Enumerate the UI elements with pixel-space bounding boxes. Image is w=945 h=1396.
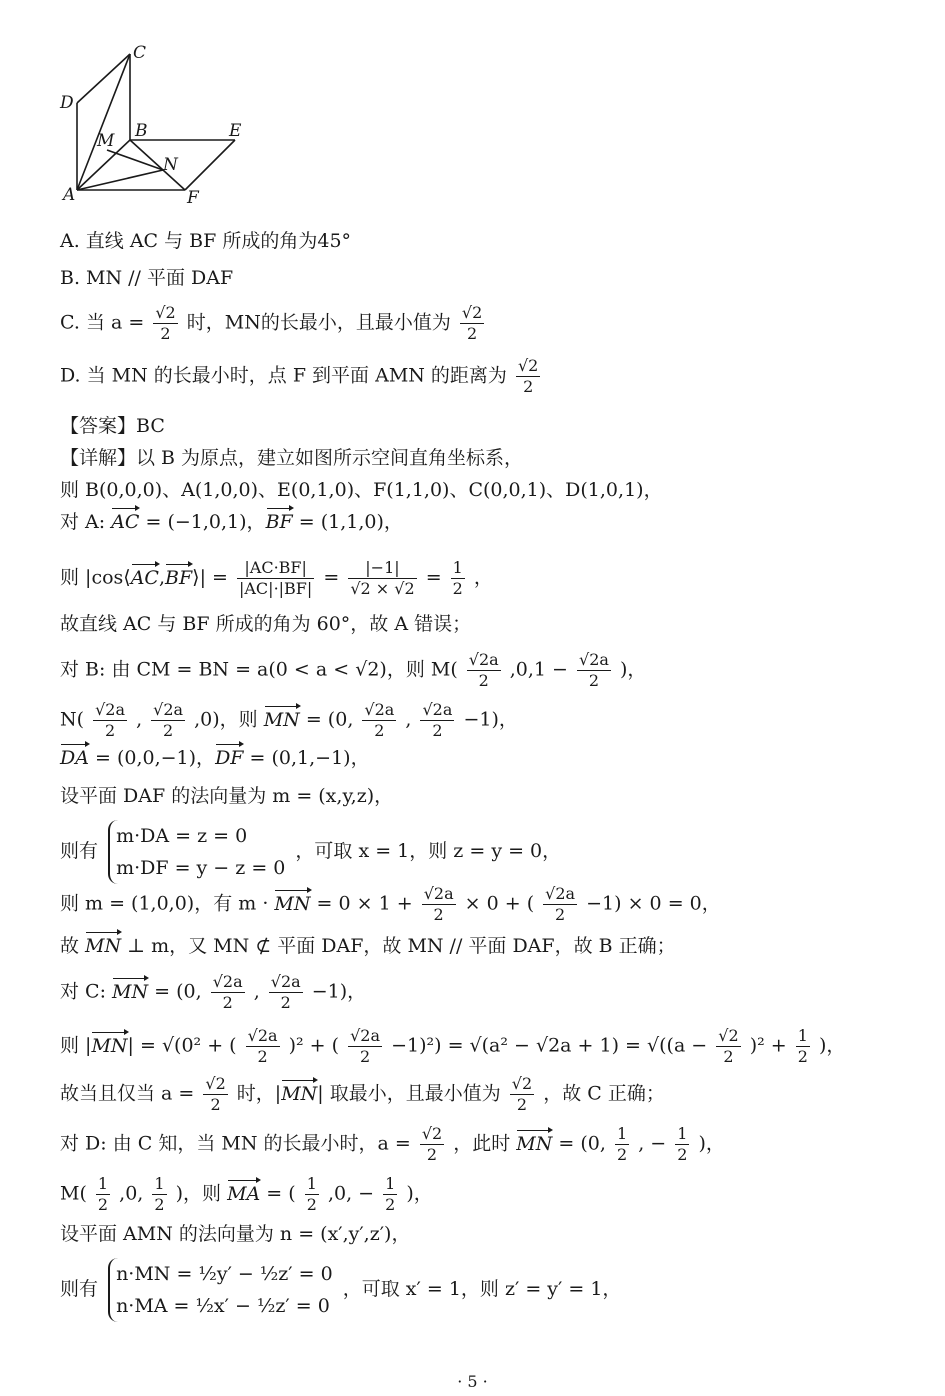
geometry-figure [55, 40, 255, 210]
fraction: $\frac{|-1|}{√2 \times √2}$ [350, 558, 415, 598]
equation-system: m·DA = z = 0 m·DF = y − z = 0 [108, 820, 285, 884]
fraction: $\frac{√2a}{2}$ [364, 700, 395, 740]
equation-system: n·MN = ½y′ − ½z′ = 0 n·MA = ½x′ − ½z′ = 0 [108, 1258, 333, 1322]
fraction: $\frac{√2a}{2}$ [423, 884, 454, 924]
solution-line-4: 则 |cos⟨AC,BF⟩| = $\frac{|AC\cdot BF|}{|AC|\cdot|BF|}$ = $\frac{|-1|}{√2 \times √2}$ = $\frac{1}{2}$ ， [60, 558, 493, 598]
answer: 【答案】BC [60, 415, 165, 437]
solution-line-5: 故直线 AC 与 BF 所成的角为 60°，故 A 错误； [60, 613, 472, 635]
vector-AC: AC [111, 511, 140, 533]
option-a: A. 直线 AC 与 BF 所成的角为45° [60, 230, 352, 252]
fraction: $\frac{√2a}{2}$ [468, 650, 499, 690]
fraction: $\frac{|AC\cdot BF|}{|AC|\cdot|BF|}$ [238, 558, 313, 598]
fraction: $\frac{√2}{2}$ [718, 1026, 739, 1066]
fraction: $\frac{√2a}{2}$ [579, 650, 609, 690]
label-M: M [97, 131, 115, 151]
fraction: $\frac{√2}{2}$ [155, 303, 176, 343]
page-number: · 5 · [457, 1372, 488, 1391]
fraction: $\frac{1}{2}$ [97, 1174, 109, 1214]
option-d: D. 当 MN 的长最小时，点 F 到平面 AMN 的距离为 $\frac{√2}{2}$ [60, 356, 539, 396]
solution-line-19: 则有 n·MN = ½y′ − ½z′ = 0 n·MA = ½x′ − ½z′ = 0 ，可取 x′ = 1，则 z′ = y′ = 1， [60, 1258, 621, 1322]
solution-line-3: 对 A: AC = (−1,0,1)，BF = (1,1,0)， [60, 511, 403, 533]
solution-line-15: 故当且仅当 a = $\frac{√2}{2}$ 时，|MN| 取最小，且最小值为 $\frac{√2}{2}$ ，故 C 正确； [60, 1074, 665, 1114]
solution-line-9: 设平面 DAF 的法向量为 m = (x,y,z)， [60, 785, 394, 807]
fraction: $\frac{√2}{2}$ [205, 1074, 226, 1114]
label-A: A [63, 185, 76, 205]
solution-line-12: 故 MN ⊥ m，又 MN ⊄ 平面 DAF，故 MN // 平面 DAF，故 B 正确； [60, 935, 676, 957]
fraction: $\frac{√2a}{2}$ [247, 1026, 278, 1066]
fraction: $\frac{1}{2}$ [306, 1174, 317, 1214]
solution-line-2: 则 B(0,0,0)、A(1,0,0)、E(0,1,0)、F(1,1,0)、C(0,0,1)、D(1,0,1)， [60, 479, 663, 501]
solution-line-18: 设平面 AMN 的法向量为 n = (x′,y′,z′)， [60, 1223, 411, 1245]
fraction: $\frac{1}{2}$ [154, 1174, 165, 1214]
option-c: C. 当 a = $\frac{√2}{2}$ 时，MN的长最小，且最小值为 $\frac{√2}{2}$ [60, 303, 483, 343]
solution-line-16: 对 D: 由 C 知，当 MN 的长最小时，a = $\frac{√2}{2}$ ，此时 MN = (0, $\frac{1}{2}$ , − $\frac{1}{2}$ )， [60, 1124, 725, 1164]
fraction: $\frac{1}{2}$ [452, 558, 463, 598]
label-B: B [135, 121, 148, 141]
fraction: $\frac{√2a}{2}$ [350, 1026, 381, 1066]
fraction: $\frac{√2}{2}$ [461, 303, 483, 343]
fraction: $\frac{√2}{2}$ [517, 356, 539, 396]
label-C: C [133, 43, 147, 63]
vector-BF: BF [265, 511, 293, 533]
solution-line-13: 对 C: MN = (0, $\frac{√2a}{2}$ , $\frac{√2a}{2}$ −1)， [60, 972, 367, 1012]
solution-line-1: 【详解】以 B 为原点，建立如图所示空间直角坐标系， [60, 447, 524, 469]
fraction: $\frac{√2}{2}$ [511, 1074, 533, 1114]
solution-line-17: M( $\frac{1}{2}$ ,0, $\frac{1}{2}$ )，则 MA = ( $\frac{1}{2}$ ,0, − $\frac{1}{2}$ )， [60, 1174, 433, 1214]
fraction: $\frac{√2a}{2}$ [212, 972, 243, 1012]
fraction: $\frac{√2a}{2}$ [545, 884, 576, 924]
label-E: E [229, 121, 242, 141]
fraction: $\frac{1}{2}$ [677, 1124, 688, 1164]
option-b: B. MN // 平面 DAF [60, 267, 234, 289]
label-D: D [60, 93, 74, 113]
fraction: $\frac{√2a}{2}$ [270, 972, 301, 1012]
figure-edges [77, 54, 235, 190]
solution-line-8: DA = (0,0,−1)，DF = (0,1,−1)， [60, 747, 370, 769]
fraction: $\frac{1}{2}$ [797, 1026, 808, 1066]
fraction: $\frac{√2a}{2}$ [153, 700, 184, 740]
fraction: $\frac{√2}{2}$ [421, 1124, 443, 1164]
solution-line-14: 则 |MN| = √(0² + ( $\frac{√2a}{2}$ )² + ( $\frac{√2a}{2}$ −1)²) = √(a² − √2a + 1) = √((a − $\frac{√2}{2}$ )² + $\frac{1}{2}$ )， [60, 1026, 846, 1066]
fraction: $\frac{√2a}{2}$ [422, 700, 453, 740]
fraction: $\frac{1}{2}$ [385, 1174, 396, 1214]
solution-line-6: 对 B: 由 CM = BN = a(0 < a < √2)，则 M( $\frac{√2a}{2}$ ,0,1 − $\frac{√2a}{2}$ )， [60, 650, 647, 690]
fraction: $\frac{√2a}{2}$ [95, 700, 126, 740]
fraction: $\frac{1}{2}$ [616, 1124, 628, 1164]
label-N: N [163, 155, 178, 175]
solution-line-11: 则 m = (1,0,0)，有 m · MN = 0 × 1 + $\frac{√2a}{2}$ × 0 + ( $\frac{√2a}{2}$ −1) × 0 = 0， [60, 884, 721, 924]
solution-line-10: 则有 m·DA = z = 0 m·DF = y − z = 0 ，可取 x = 1，则 z = y = 0， [60, 820, 561, 884]
label-F: F [187, 188, 199, 208]
solution-line-7: N( $\frac{√2a}{2}$ , $\frac{√2a}{2}$ ,0)，则 MN = (0, $\frac{√2a}{2}$ , $\frac{√2a}{2}$ −1)， [60, 700, 518, 740]
